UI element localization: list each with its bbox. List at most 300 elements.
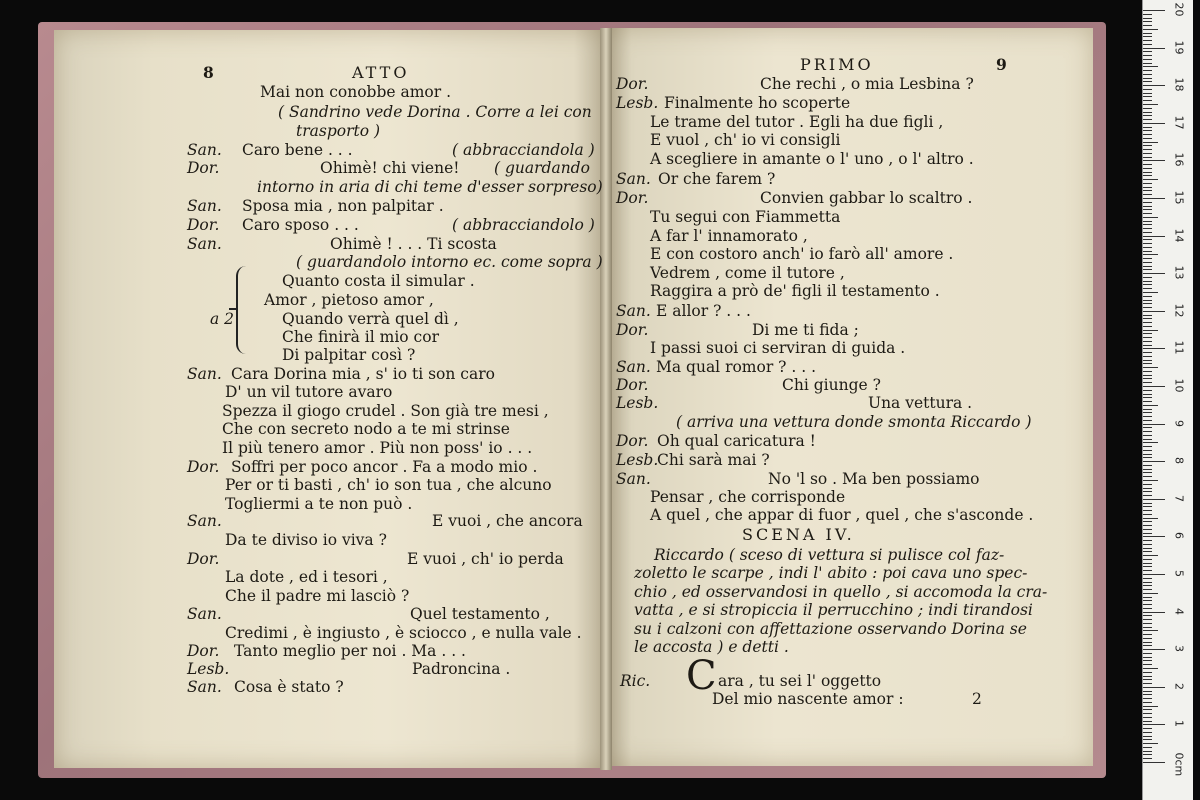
ruler-tick [1143, 713, 1152, 714]
ruler-number: 20 [1172, 2, 1186, 17]
ruler-tick [1143, 461, 1165, 462]
stage-direction: chio , ed osservandosi in quello , si accomoda la cra- [634, 583, 1048, 601]
stage-direction: vatta , e si stropiccia il perrucchino ; indi tirandosi [634, 601, 1033, 619]
speaker-label: Dor. [187, 550, 220, 568]
ruler-tick [1143, 736, 1152, 737]
ruler-number: 7 [1172, 494, 1186, 502]
ruler-tick [1143, 164, 1152, 165]
ruler-tick [1143, 209, 1152, 210]
ruler-number: 12 [1172, 303, 1186, 318]
ruler-tick [1143, 506, 1152, 507]
ruler-tick [1143, 431, 1152, 432]
text-line: Vedrem , come il tutore , [650, 264, 845, 282]
speaker-label: Dor. [616, 75, 649, 93]
ruler-tick [1143, 544, 1152, 545]
text-line: La dote , ed i tesori , [225, 568, 388, 586]
ruler-tick [1143, 754, 1152, 755]
text-line: A far l' innamorato , [650, 227, 808, 245]
signature-mark: 2 [972, 690, 982, 708]
ruler-tick [1143, 521, 1152, 522]
ruler-number: 18 [1172, 77, 1186, 92]
text-line: E vuoi , ch' io perda [407, 550, 564, 568]
text-line: A quel , che appar di fuor , quel , che s'asconde . [650, 506, 1034, 524]
ruler-number: 6 [1172, 532, 1186, 540]
ruler-tick [1143, 728, 1152, 729]
stage-direction: ( Sandrino vede Dorina . Corre a lei con [278, 103, 592, 121]
text-line: Chi sarà mai ? [657, 451, 770, 469]
ruler-tick [1143, 142, 1158, 143]
ruler-tick [1143, 36, 1152, 37]
ruler-tick [1143, 119, 1152, 120]
ruler-tick [1143, 518, 1158, 519]
speaker-label: San. [616, 470, 651, 488]
text-line: Cosa è stato ? [234, 678, 344, 696]
ruler-tick [1143, 356, 1152, 357]
ruler-tick [1143, 702, 1152, 703]
ruler-tick [1143, 217, 1158, 218]
speaker-label: San. [616, 302, 651, 320]
text-line: Di me ti fida ; [752, 321, 859, 339]
stage-direction: su i calzoni con affettazione osservando Dorina se [634, 620, 1027, 638]
ruler-tick [1143, 630, 1158, 631]
speaker-label: San. [187, 605, 222, 623]
ruler-tick [1143, 683, 1152, 684]
ruler-tick [1143, 63, 1152, 64]
ruler-tick [1143, 228, 1152, 229]
ruler-tick [1143, 190, 1152, 191]
ruler-tick [1143, 525, 1152, 526]
ruler-tick [1143, 10, 1165, 11]
ruler-tick [1143, 108, 1152, 109]
ruler-tick [1143, 499, 1165, 500]
ruler-tick [1143, 480, 1158, 481]
ruler-tick [1143, 29, 1158, 30]
speaker-label: Dor. [616, 376, 649, 394]
text-line: Tanto meglio per noi . Ma . . . [234, 642, 466, 660]
ruler-tick [1143, 221, 1152, 222]
ruler-tick [1143, 503, 1152, 504]
text-line: Ma qual romor ? . . . [656, 358, 817, 376]
ruler-tick [1143, 74, 1152, 75]
text-line: E con costoro anch' io farò all' amore . [650, 245, 954, 263]
text-line: Per or ti basti , ch' io son tua , che alcuno [225, 476, 552, 494]
ruler-tick [1143, 378, 1152, 379]
text-line: E allor ? . . . [656, 302, 751, 320]
ruler-tick [1143, 18, 1152, 19]
text-line: Caro sposo . . . [242, 216, 359, 234]
stage-direction: intorno in aria di chi teme d'esser sorpreso) [257, 178, 603, 196]
ruler-tick [1143, 149, 1152, 150]
ruler-tick [1143, 698, 1152, 699]
ruler-tick [1143, 300, 1152, 301]
speaker-label: Lesb. [616, 94, 659, 112]
ruler-tick [1143, 672, 1152, 673]
text-line: Ohimè! chi viene! [320, 159, 460, 177]
text-line: ara , tu sei l' oggetto [718, 672, 882, 690]
speaker-label: Dor. [616, 321, 649, 339]
ruler-tick [1143, 597, 1152, 598]
text-line: Cara Dorina mia , s' io ti son caro [231, 365, 495, 383]
ruler-tick [1143, 311, 1165, 312]
text-line: I passi suoi ci serviran di guida . [650, 339, 906, 357]
ruler-tick [1143, 236, 1165, 237]
ruler-tick [1143, 589, 1152, 590]
ruler-tick [1143, 435, 1152, 436]
speaker-label: Lesb. [187, 660, 230, 678]
ruler-tick [1143, 386, 1165, 387]
stage-direction: ( abbracciandola ) [452, 141, 595, 159]
text-line: A scegliere in amante o l' uno , o l' altro . [650, 150, 974, 168]
speaker-label: Dor. [187, 159, 220, 177]
text-line: Amor , pietoso amor , [264, 291, 434, 309]
speaker-label: San. [187, 235, 222, 253]
ruler-number: 10 [1172, 378, 1186, 393]
ruler-tick [1143, 739, 1152, 740]
ruler-tick [1143, 709, 1152, 710]
ruler-number: 8 [1172, 457, 1186, 465]
ruler-tick [1143, 127, 1152, 128]
speaker-label: San. [616, 170, 651, 188]
right-page-header: PRIMO [800, 55, 874, 74]
ruler-tick [1143, 375, 1152, 376]
ruler-tick [1143, 529, 1152, 530]
text-line: Che rechi , o mia Lesbina ? [760, 75, 974, 93]
text-line: Quel testamento , [410, 605, 550, 623]
ruler-number: 13 [1172, 265, 1186, 280]
ruler-tick [1143, 397, 1152, 398]
text-line: Del mio nascente amor : [712, 690, 904, 708]
text-line: Che il padre mi lasciò ? [225, 587, 410, 605]
ruler-tick [1143, 405, 1158, 406]
ruler-tick [1143, 262, 1152, 263]
stage-direction: Riccardo ( sceso di vettura si pulisce col faz- [654, 546, 1005, 564]
text-line: Una vettura . [868, 394, 973, 412]
ruler-tick [1143, 578, 1152, 579]
ruler-tick [1143, 574, 1165, 575]
ruler-tick [1143, 657, 1152, 658]
ruler-tick [1143, 112, 1152, 113]
text-line: Padroncina . [412, 660, 511, 678]
ruler-tick [1143, 495, 1152, 496]
ruler-tick [1143, 454, 1152, 455]
ruler-tick [1143, 559, 1152, 560]
ruler-tick [1143, 330, 1158, 331]
ruler-tick [1143, 649, 1165, 650]
left-page-number: 8 [203, 63, 214, 82]
ruler-tick [1143, 488, 1152, 489]
ruler-number: 0cm [1172, 752, 1186, 777]
ruler-tick [1143, 296, 1152, 297]
ruler-tick [1143, 465, 1152, 466]
ruler-tick [1143, 382, 1152, 383]
ruler-tick [1143, 409, 1152, 410]
speaker-label: San. [616, 358, 651, 376]
ruler-tick [1143, 239, 1152, 240]
ruler-tick [1143, 232, 1152, 233]
stage-direction: ( guardando [494, 159, 590, 177]
ruler-tick [1143, 55, 1152, 56]
ruler-tick [1143, 123, 1165, 124]
ruler-tick [1143, 175, 1152, 176]
drop-cap: C [686, 653, 717, 699]
ruler-tick [1143, 281, 1152, 282]
ruler-tick [1143, 70, 1152, 71]
ruler-tick [1143, 145, 1152, 146]
ruler-tick [1143, 315, 1152, 316]
ruler-tick [1143, 600, 1152, 601]
ruler-tick [1143, 612, 1165, 613]
stage-direction: ( arriva una vettura donde smonta Riccardo ) [676, 413, 1032, 431]
ruler-tick [1143, 337, 1152, 338]
ruler-tick [1143, 157, 1152, 158]
speaker-label: Dor. [616, 432, 649, 450]
ruler-tick [1143, 634, 1152, 635]
ruler-tick [1143, 706, 1158, 707]
ruler-tick [1143, 288, 1152, 289]
ruler-tick [1143, 213, 1152, 214]
ruler-tick [1143, 533, 1152, 534]
ruler-number: 11 [1172, 340, 1186, 355]
text-line: Spezza il giogo crudel . Son già tre mesi , [222, 402, 549, 420]
ruler-tick [1143, 751, 1152, 752]
ruler-tick [1143, 442, 1158, 443]
text-line: Raggira a prò de' figli il testamento . [650, 282, 940, 300]
stage-direction: ( abbracciandolo ) [452, 216, 595, 234]
ruler-tick [1143, 198, 1165, 199]
ruler-tick [1143, 307, 1152, 308]
ruler-tick [1143, 540, 1152, 541]
ruler-tick [1143, 318, 1152, 319]
ruler-tick [1143, 81, 1152, 82]
ruler-tick [1143, 401, 1152, 402]
text-line: No 'l so . Ma ben possiamo [768, 470, 980, 488]
ruler-tick [1143, 138, 1152, 139]
speaker-label: San. [187, 512, 222, 530]
text-line: Finalmente ho scoperte [664, 94, 851, 112]
speaker-label: Dor. [187, 458, 220, 476]
ruler-tick [1143, 187, 1152, 188]
left-page-header: ATTO [352, 63, 410, 82]
ruler-tick [1143, 582, 1152, 583]
ruler-tick [1143, 202, 1152, 203]
ruler-tick [1143, 623, 1152, 624]
ruler-tick [1143, 130, 1152, 131]
text-line: Mai non conobbe amor . [260, 83, 452, 101]
ruler-tick [1143, 284, 1152, 285]
ruler-tick [1143, 168, 1152, 169]
ruler-tick [1143, 412, 1152, 413]
text-line: Il più tenero amor . Più non poss' io . . . [222, 439, 533, 457]
ruler-tick [1143, 424, 1165, 425]
ruler-tick [1143, 44, 1152, 45]
ruler-tick [1143, 183, 1152, 184]
ruler-tick [1143, 457, 1152, 458]
ruler-tick [1143, 367, 1158, 368]
ruler-number: 5 [1172, 570, 1186, 577]
ruler-tick [1143, 322, 1152, 323]
right-page-number: 9 [996, 55, 1007, 74]
text-line: E vuol , ch' io vi consigli [650, 131, 841, 149]
speaker-label: Lesb. [616, 394, 659, 412]
ruler-tick [1143, 679, 1152, 680]
text-line: Che con secreto nodo a te mi strinse [222, 420, 510, 438]
ruler-tick [1143, 627, 1152, 628]
ruler-tick [1143, 638, 1152, 639]
ruler-tick [1143, 134, 1152, 135]
ruler-tick [1143, 585, 1152, 586]
ruler-tick [1143, 14, 1152, 15]
text-line: Credimi , è ingiusto , è sciocco , e nulla vale . [225, 624, 582, 642]
ruler-number: 9 [1172, 419, 1186, 427]
ruler-tick [1143, 472, 1152, 473]
text-line: Tu segui con Fiammetta [650, 208, 841, 226]
ruler-tick [1143, 89, 1152, 90]
ruler-tick [1143, 717, 1152, 718]
ruler-tick [1143, 273, 1165, 274]
ruler-tick [1143, 247, 1152, 248]
ruler-tick [1143, 345, 1152, 346]
duet-brace [236, 266, 252, 354]
ruler-tick [1143, 604, 1152, 605]
ruler-tick [1143, 25, 1152, 26]
ruler-number: 1 [1172, 720, 1186, 728]
ruler-tick [1143, 484, 1152, 485]
stage-direction: ( guardandolo intorno ec. come sopra ) [296, 253, 603, 271]
ruler-tick [1143, 551, 1152, 552]
ruler-number: 2 [1172, 682, 1186, 690]
ruler-tick [1143, 653, 1152, 654]
ruler-tick [1143, 224, 1152, 225]
ruler-tick [1143, 179, 1158, 180]
ruler-tick [1143, 277, 1152, 278]
ruler-tick [1143, 476, 1152, 477]
text-line: Da te diviso io viva ? [225, 531, 387, 549]
ruler-tick [1143, 33, 1152, 34]
speaker-label: San. [187, 141, 222, 159]
ruler-tick [1143, 78, 1152, 79]
stage-direction: le accosta ) e detti . [634, 638, 789, 656]
ruler-tick [1143, 66, 1158, 67]
speaker-label: Dor. [616, 189, 649, 207]
ruler-tick [1143, 645, 1152, 646]
ruler-tick [1143, 326, 1152, 327]
ruler-tick [1143, 258, 1152, 259]
ruler-tick [1143, 608, 1152, 609]
ruler-tick [1143, 743, 1158, 744]
speaker-label: Dor. [187, 216, 220, 234]
ruler-tick [1143, 691, 1152, 692]
text-line: Sposa mia , non palpitar . [242, 197, 444, 215]
ruler-tick [1143, 360, 1152, 361]
ruler-tick [1143, 563, 1152, 564]
speaker-label: Lesb. [616, 451, 659, 469]
ruler-tick [1143, 251, 1152, 252]
ruler-tick [1143, 292, 1158, 293]
text-line: Ohimè ! . . . Ti scosta [330, 235, 497, 253]
ruler-tick [1143, 510, 1152, 511]
speaker-label: Ric. [620, 672, 651, 690]
ruler-tick [1143, 664, 1152, 665]
ruler-tick [1143, 762, 1165, 763]
text-line: Quando verrà quel dì , [282, 310, 459, 328]
ruler-tick [1143, 59, 1152, 60]
ruler-number: 4 [1172, 607, 1186, 615]
text-line: Caro bene . . . [242, 141, 353, 159]
ruler-tick [1143, 694, 1152, 695]
ruler-tick [1143, 269, 1152, 270]
ruler-number: 19 [1172, 40, 1186, 55]
ruler-tick [1143, 243, 1152, 244]
ruler-tick [1143, 450, 1152, 451]
ruler-tick [1143, 732, 1152, 733]
stage-direction: trasporto ) [296, 122, 381, 140]
speaker-label: San. [187, 365, 222, 383]
text-line: Soffri per poco ancor . Fa a modo mio . [231, 458, 538, 476]
ruler-number: 3 [1172, 645, 1186, 653]
text-line: Oh qual caricatura ! [657, 432, 816, 450]
ruler-tick [1143, 491, 1152, 492]
ruler-tick [1143, 254, 1158, 255]
ruler-tick [1143, 555, 1158, 556]
ruler-tick [1143, 85, 1165, 86]
text-line: Che finirà il mio cor [282, 328, 439, 346]
ruler-tick [1143, 160, 1165, 161]
stage-direction: zoletto le scarpe , indi l' abito : poi cava uno spec- [634, 564, 1028, 582]
ruler-tick [1143, 394, 1152, 395]
text-line: D' un vil tutore avaro [225, 383, 393, 401]
ruler-tick [1143, 266, 1152, 267]
ruler-tick [1143, 548, 1152, 549]
ruler-tick [1143, 469, 1152, 470]
ruler-tick [1143, 687, 1165, 688]
ruler-tick [1143, 115, 1152, 116]
ruler-tick [1143, 570, 1152, 571]
ruler-tick [1143, 194, 1152, 195]
ruler-tick [1143, 100, 1152, 101]
ruler-number: 16 [1172, 152, 1186, 167]
text-line: Or che farem ? [658, 170, 776, 188]
scene-heading: SCENA IV. [742, 525, 855, 544]
ruler-number: 15 [1172, 190, 1186, 205]
ruler-tick [1143, 303, 1152, 304]
ruler-tick [1143, 153, 1152, 154]
ruler-tick [1143, 446, 1152, 447]
text-line: Di palpitar così ? [282, 346, 416, 364]
text-line: Chi giunge ? [782, 376, 881, 394]
ruler-tick [1143, 341, 1152, 342]
ruler-tick [1143, 420, 1152, 421]
ruler-tick [1143, 676, 1152, 677]
ruler-tick [1143, 51, 1152, 52]
ruler-tick [1143, 40, 1152, 41]
ruler-tick [1143, 427, 1152, 428]
ruler-tick [1143, 615, 1152, 616]
book-spine [600, 28, 612, 770]
ruler-tick [1143, 747, 1152, 748]
ruler-tick [1143, 21, 1152, 22]
ruler-tick [1143, 416, 1152, 417]
ruler-tick [1143, 206, 1152, 207]
ruler-tick [1143, 48, 1165, 49]
measurement-ruler [1142, 0, 1193, 800]
text-line: Quanto costa il simular . [282, 272, 475, 290]
ruler-tick [1143, 172, 1152, 173]
ruler-tick [1143, 758, 1152, 759]
ruler-tick [1143, 439, 1152, 440]
text-line: Togliermi a te non può . [225, 495, 413, 513]
ruler-tick [1143, 668, 1158, 669]
ruler-tick [1143, 93, 1152, 94]
